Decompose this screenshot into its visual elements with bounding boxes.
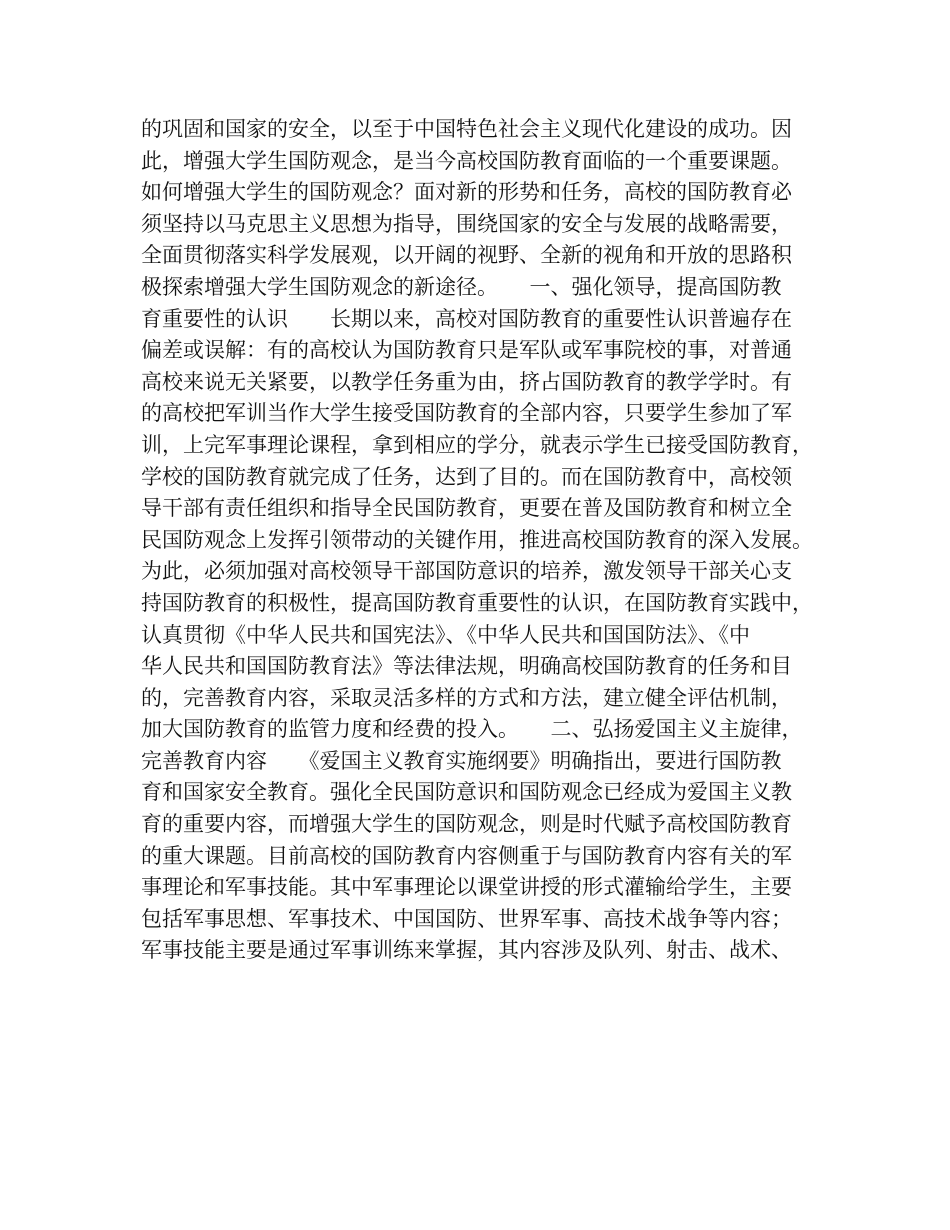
text-line: 加大国防教育的监管力度和经费的投入。 二、弘扬爱国主义主旋律， (141, 717, 803, 742)
text-line: 民国防观念上发挥引领带动的关键作用，推进高校国防教育的深入发展。 (141, 527, 813, 552)
text-line: 军事技能主要是通过军事训练来掌握，其内容涉及队列、射击、战术、 (141, 938, 792, 963)
text-line: 高校来说无关紧要，以教学任务重为由，挤占国防教育的教学学时。有 (141, 369, 792, 394)
text-line: 育的重要内容，而增强大学生的国防观念，则是时代赋予高校国防教育 (141, 812, 792, 837)
text-line: 导干部有责任组织和指导全民国防教育，更要在普及国防教育和树立全 (141, 496, 792, 521)
text-line: 完善教育内容 《爱国主义教育实施纲要》明确指出，要进行国防教 (141, 748, 782, 773)
body-text (141, 114, 841, 967)
text-line: 极探索增强大学生国防观念的新途径。 一、强化领导，提高国防教 (141, 274, 782, 299)
text-line: 须坚持以马克思主义思想为指导，围绕国家的安全与发展的战略需要， (141, 211, 792, 236)
text-line: 偏差或误解：有的高校认为国防教育只是军队或军事院校的事，对普通 (141, 338, 792, 363)
text-line: 的，完善教育内容，采取灵活多样的方式和方法，建立健全评估机制， (141, 685, 792, 710)
text-line: 学校的国防教育就完成了任务，达到了目的。而在国防教育中，高校领 (141, 464, 792, 489)
text-line: 育重要性的认识 长期以来，高校对国防教育的重要性认识普遍存在 (141, 306, 792, 331)
text-line: 为此，必须加强对高校领导干部国防意识的培养，激发领导干部关心支 (141, 559, 792, 584)
text-line: 事理论和军事技能。其中军事理论以课堂讲授的形式灌输给学生，主要 (141, 875, 792, 900)
text-line: 如何增强大学生的国防观念？面对新的形势和任务，高校的国防教育必 (141, 180, 792, 205)
text-line: 的巩固和国家的安全，以至于中国特色社会主义现代化建设的成功。因 (141, 117, 792, 141)
text-line: 的高校把军训当作大学生接受国防教育的全部内容，只要学生参加了军 (141, 401, 792, 426)
text-line: 的重大课题。目前高校的国防教育内容侧重于与国防教育内容有关的军 (141, 843, 792, 868)
text-line: 认真贯彻《中华人民共和国宪法》、《中华人民共和国国防法》、《中 (141, 622, 750, 647)
text-line: 持国防教育的积极性，提高国防教育重要性的认识，在国防教育实践中， (141, 590, 813, 615)
text-line: 包括军事思想、军事技术、中国国防、世界军事、高技术战争等内容； (141, 906, 792, 931)
text-line: 此，增强大学生国防观念，是当今高校国防教育面临的一个重要课题。 (141, 148, 792, 173)
text-line: 全面贯彻落实科学发展观，以开阔的视野、全新的视角和开放的思路积 (141, 243, 792, 268)
text-line: 育和国家安全教育。强化全民国防意识和国防观念已经成为爱国主义教 (141, 780, 792, 805)
text-line: 训，上完军事理论课程，拿到相应的学分，就表示学生已接受国防教育， (141, 432, 813, 457)
text-line: 华人民共和国国防教育法》等法律法规，明确高校国防教育的任务和目 (141, 654, 792, 679)
